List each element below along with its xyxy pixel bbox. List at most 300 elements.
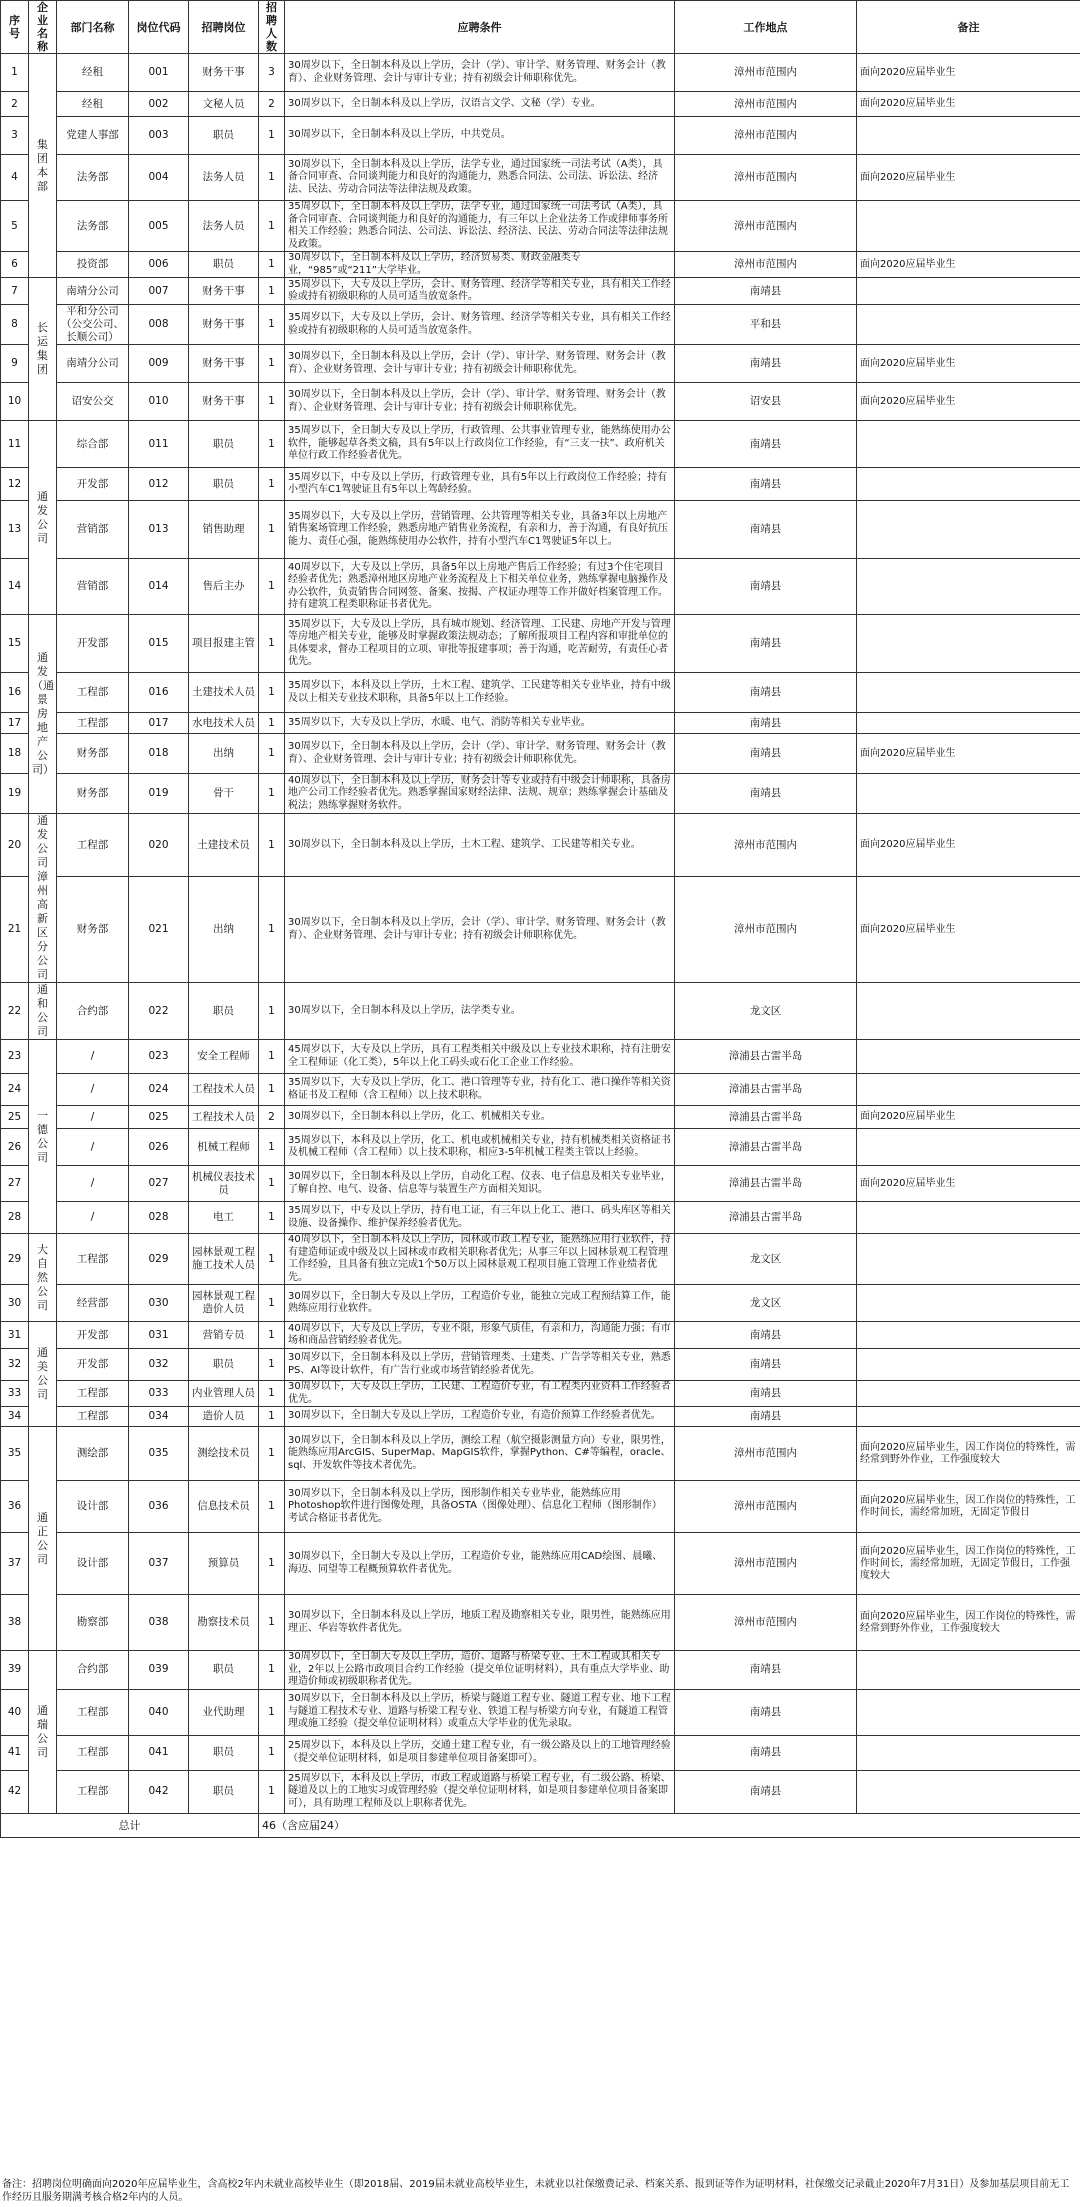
cell-num: 1 <box>259 1166 285 1202</box>
cell-dept: 工程部 <box>57 713 129 734</box>
cell-seq: 38 <box>1 1595 29 1651</box>
cell-seq: 27 <box>1 1166 29 1202</box>
cell-post: 出纳 <box>189 877 259 983</box>
table-row <box>1 1202 1080 1234</box>
cell-post: 职员 <box>189 1770 259 1813</box>
cell-location: 漳浦县古雷半岛 <box>675 1040 857 1074</box>
cell-post: 职员 <box>189 983 259 1040</box>
cell-requirements: 30周岁以下，大专及以上学历，工民建、工程造价专业，有工程类内业资料工作经验者优先。 <box>285 1381 675 1407</box>
cell-post: 预算员 <box>189 1533 259 1595</box>
cell-note <box>857 1651 1080 1690</box>
cell-company: 通瑞公司 <box>29 1651 57 1814</box>
cell-seq: 36 <box>1 1481 29 1533</box>
cell-code: 033 <box>129 1381 189 1407</box>
table-row <box>1 1770 1080 1813</box>
cell-code: 002 <box>129 92 189 117</box>
cell-location: 南靖县 <box>675 278 857 305</box>
cell-dept: 南靖分公司 <box>57 278 129 305</box>
cell-requirements: 45周岁以下，大专及以上学历，具有工程类相关中级及以上专业技术职称，持有注册安全工程师证（化工类），5年以上化工码头或石化工企业工作经验。 <box>285 1040 675 1074</box>
cell-dept: 诏安公交 <box>57 383 129 421</box>
table-row <box>1 278 1080 305</box>
cell-num: 2 <box>259 92 285 117</box>
table-row <box>1 1285 1080 1322</box>
cell-num: 1 <box>259 1349 285 1381</box>
table-row <box>1 615 1080 673</box>
cell-post: 文秘人员 <box>189 92 259 117</box>
cell-dept: 合约部 <box>57 983 129 1040</box>
cell-requirements: 30周岁以下，全日制本科及以上学历，会计（学）、审计学、财务管理、财务会计（教育）、企业财务管理、会计与审计专业；持有初级会计师职称优先。 <box>285 734 675 774</box>
cell-requirements: 35周岁以下，本科及以上学历，化工、机电或机械相关专业，持有机械类相关资格证书及机械工程师（含工程师）以上技术职称，相应3-5年机械工程类主管以上经验。 <box>285 1129 675 1166</box>
header-dept: 部门名称 <box>57 1 129 54</box>
header-post: 招聘岗位 <box>189 1 259 54</box>
cell-code: 029 <box>129 1234 189 1285</box>
cell-dept: 经租 <box>57 54 129 92</box>
cell-dept: 工程部 <box>57 1689 129 1735</box>
cell-code: 005 <box>129 201 189 252</box>
table-row <box>1 713 1080 734</box>
cell-location: 南靖县 <box>675 615 857 673</box>
cell-code: 026 <box>129 1129 189 1166</box>
cell-location: 漳浦县古雷半岛 <box>675 1074 857 1106</box>
cell-num: 1 <box>259 1129 285 1166</box>
cell-seq: 17 <box>1 713 29 734</box>
cell-num: 1 <box>259 305 285 345</box>
cell-note: 面向2020应届毕业生 <box>857 1166 1080 1202</box>
cell-dept: 营销部 <box>57 501 129 559</box>
cell-note: 面向2020应届毕业生，因工作岗位的特殊性，工作时间长，需经常加班，无固定节假日，工作强度较大 <box>857 1533 1080 1595</box>
cell-dept: 党建人事部 <box>57 117 129 155</box>
table-row <box>1 877 1080 983</box>
table-row <box>1 1481 1080 1533</box>
cell-note: 面向2020应届毕业生 <box>857 383 1080 421</box>
cell-requirements: 40周岁以下，全日制本科及以上学历，园林或市政工程专业，能熟练应用行业软件，持有建造师证或中级及以上园林或市政相关职称者优先；从事三年以上园林景观工程管理工作经验，且具备有独立完成1个50万以上园林景观工程项目施工管理工作业绩者优先。 <box>285 1234 675 1285</box>
cell-dept: / <box>57 1040 129 1074</box>
header-company: 企业名称 <box>29 1 57 54</box>
cell-seq: 42 <box>1 1770 29 1813</box>
table-body <box>1 54 1080 1838</box>
cell-requirements: 30周岁以下，全日制本科及以上学历，地质工程及勘察相关专业，限男性，能熟练应用理正、华岩等软件者优先。 <box>285 1595 675 1651</box>
cell-num: 1 <box>259 1735 285 1770</box>
cell-seq: 11 <box>1 421 29 468</box>
cell-note <box>857 983 1080 1040</box>
cell-dept: 工程部 <box>57 673 129 713</box>
cell-seq: 34 <box>1 1407 29 1427</box>
cell-location: 南靖县 <box>675 1770 857 1813</box>
cell-location: 漳州市范围内 <box>675 1481 857 1533</box>
cell-note: 面向2020应届毕业生 <box>857 734 1080 774</box>
cell-dept: / <box>57 1074 129 1106</box>
cell-dept: / <box>57 1202 129 1234</box>
table-row <box>1 1166 1080 1202</box>
cell-seq: 39 <box>1 1651 29 1690</box>
cell-num: 1 <box>259 1202 285 1234</box>
cell-code: 001 <box>129 54 189 92</box>
cell-seq: 8 <box>1 305 29 345</box>
cell-seq: 40 <box>1 1689 29 1735</box>
cell-num: 1 <box>259 1381 285 1407</box>
cell-num: 1 <box>259 1481 285 1533</box>
cell-num: 1 <box>259 1427 285 1481</box>
cell-requirements: 30周岁以下，全日制本科及以上学历，法学专业，通过国家统一司法考试（A类），具备合同审查、合同谈判能力和良好的沟通能力，熟悉合同法、公司法、诉讼法、经济法、民法、劳动合同法等法律法规及政策。 <box>285 155 675 201</box>
cell-seq: 35 <box>1 1427 29 1481</box>
table-row <box>1 1129 1080 1166</box>
header-loc: 工作地点 <box>675 1 857 54</box>
cell-company: 通发公司 <box>29 421 57 615</box>
cell-post: 职员 <box>189 1349 259 1381</box>
cell-code: 037 <box>129 1533 189 1595</box>
cell-dept: 工程部 <box>57 1234 129 1285</box>
cell-dept: 勘察部 <box>57 1595 129 1651</box>
cell-requirements: 35周岁以下，中专及以上学历，持有电工证，有三年以上化工、港口、码头库区等相关设施、设备操作、维护保养经验者优先。 <box>285 1202 675 1234</box>
cell-dept: 财务部 <box>57 774 129 814</box>
cell-seq: 23 <box>1 1040 29 1074</box>
cell-location: 南靖县 <box>675 1689 857 1735</box>
cell-location: 漳浦县古雷半岛 <box>675 1129 857 1166</box>
cell-requirements: 30周岁以下，全日制大专及以上学历，工程造价专业，能熟练应用CAD绘图、晨曦、海迈、同望等工程概预算软件者优先。 <box>285 1533 675 1595</box>
cell-seq: 28 <box>1 1202 29 1234</box>
table-row <box>1 1595 1080 1651</box>
table-row <box>1 1381 1080 1407</box>
cell-location: 龙文区 <box>675 983 857 1040</box>
cell-requirements: 30周岁以下，全日制本科及以上学历，会计（学）、审计学、财务管理、财务会计（教育）、企业财务管理、会计与审计专业；持有初级会计师职称优先。 <box>285 877 675 983</box>
cell-dept: 法务部 <box>57 155 129 201</box>
cell-num: 1 <box>259 1407 285 1427</box>
cell-company: 通和公司 <box>29 983 57 1040</box>
cell-code: 024 <box>129 1074 189 1106</box>
table-row <box>1 501 1080 559</box>
cell-dept: 测绘部 <box>57 1427 129 1481</box>
cell-dept: 营销部 <box>57 559 129 615</box>
cell-dept: 开发部 <box>57 615 129 673</box>
cell-note <box>857 774 1080 814</box>
cell-location: 诏安县 <box>675 383 857 421</box>
cell-num: 2 <box>259 1106 285 1129</box>
cell-code: 036 <box>129 1481 189 1533</box>
cell-seq: 21 <box>1 877 29 983</box>
table-row <box>1 1106 1080 1129</box>
cell-seq: 6 <box>1 252 29 278</box>
cell-post: 工程技术人员 <box>189 1074 259 1106</box>
total-row <box>1 1813 1080 1837</box>
cell-num: 1 <box>259 559 285 615</box>
cell-seq: 30 <box>1 1285 29 1322</box>
cell-num: 1 <box>259 615 285 673</box>
cell-seq: 29 <box>1 1234 29 1285</box>
cell-note <box>857 1381 1080 1407</box>
cell-seq: 37 <box>1 1533 29 1595</box>
cell-seq: 5 <box>1 201 29 252</box>
cell-location: 漳州市范围内 <box>675 155 857 201</box>
cell-note <box>857 1202 1080 1234</box>
cell-post: 信息技术员 <box>189 1481 259 1533</box>
cell-location: 南靖县 <box>675 421 857 468</box>
header-seq: 序号 <box>1 1 29 54</box>
cell-requirements: 30周岁以下，全日制本科及以上学历，汉语言文学、文秘（学）专业。 <box>285 92 675 117</box>
cell-post: 法务人员 <box>189 155 259 201</box>
cell-num: 1 <box>259 1689 285 1735</box>
cell-note <box>857 117 1080 155</box>
cell-code: 013 <box>129 501 189 559</box>
cell-seq: 4 <box>1 155 29 201</box>
cell-code: 023 <box>129 1040 189 1074</box>
cell-dept: 设计部 <box>57 1533 129 1595</box>
cell-note: 面向2020应届毕业生 <box>857 155 1080 201</box>
cell-location: 南靖县 <box>675 1349 857 1381</box>
cell-dept: 经营部 <box>57 1285 129 1322</box>
cell-post: 职员 <box>189 421 259 468</box>
cell-seq: 7 <box>1 278 29 305</box>
cell-note: 面向2020应届毕业生 <box>857 252 1080 278</box>
cell-requirements: 30周岁以下，全日制本科及以上学历，桥梁与隧道工程专业、隧道工程专业、地下工程与隧道工程技术专业、道路与桥梁工程专业、铁道工程与桥梁方向专业，有隧道工程管理或施工经验（提交单位证明材料）或重点大学毕业的优先录取。 <box>285 1689 675 1735</box>
cell-dept: 南靖分公司 <box>57 345 129 383</box>
cell-post: 职员 <box>189 117 259 155</box>
cell-code: 004 <box>129 155 189 201</box>
header-code: 岗位代码 <box>129 1 189 54</box>
table-row <box>1 559 1080 615</box>
cell-location: 南靖县 <box>675 468 857 501</box>
cell-note <box>857 305 1080 345</box>
cell-post: 售后主办 <box>189 559 259 615</box>
cell-post: 财务干事 <box>189 54 259 92</box>
cell-location: 南靖县 <box>675 1407 857 1427</box>
header-num: 招聘人数 <box>259 1 285 54</box>
cell-company: 通发（通景房地产公司） <box>29 615 57 814</box>
cell-note <box>857 1689 1080 1735</box>
cell-post: 职员 <box>189 1735 259 1770</box>
cell-seq: 20 <box>1 814 29 877</box>
header-req: 应聘条件 <box>285 1 675 54</box>
cell-num: 1 <box>259 501 285 559</box>
cell-seq: 31 <box>1 1322 29 1349</box>
cell-dept: 工程部 <box>57 1770 129 1813</box>
cell-post: 职员 <box>189 252 259 278</box>
cell-code: 028 <box>129 1202 189 1234</box>
cell-note <box>857 1040 1080 1074</box>
cell-location: 漳州市范围内 <box>675 877 857 983</box>
cell-num: 1 <box>259 278 285 305</box>
cell-seq: 15 <box>1 615 29 673</box>
cell-num: 1 <box>259 421 285 468</box>
table-row <box>1 54 1080 92</box>
cell-num: 1 <box>259 983 285 1040</box>
cell-seq: 33 <box>1 1381 29 1407</box>
cell-location: 漳州市范围内 <box>675 252 857 278</box>
cell-requirements: 25周岁以下，本科及以上学历，市政工程或道路与桥梁工程专业，有二级公路、桥梁、隧道及以上的工地实习或管理经验（提交单位证明材料，如是项目参建单位项目备案即可），具有助理工程师及以上职称者优先。 <box>285 1770 675 1813</box>
cell-post: 机械工程师 <box>189 1129 259 1166</box>
cell-num: 1 <box>259 1040 285 1074</box>
cell-location: 南靖县 <box>675 1735 857 1770</box>
cell-dept: / <box>57 1166 129 1202</box>
cell-num: 1 <box>259 1533 285 1595</box>
table-row <box>1 1407 1080 1427</box>
cell-dept: / <box>57 1106 129 1129</box>
cell-location: 南靖县 <box>675 1322 857 1349</box>
cell-num: 1 <box>259 468 285 501</box>
cell-code: 006 <box>129 252 189 278</box>
cell-dept: 综合部 <box>57 421 129 468</box>
cell-seq: 16 <box>1 673 29 713</box>
cell-num: 1 <box>259 1322 285 1349</box>
table-row <box>1 1427 1080 1481</box>
cell-requirements: 35周岁以下，全日制大专及以上学历，行政管理、公共事业管理专业，能熟练使用办公软件，能够起草各类文稿，具有5年以上行政岗位工作经验，有“三支一扶”、政府机关单位行政工作经验者优先。 <box>285 421 675 468</box>
table-row <box>1 1349 1080 1381</box>
cell-requirements: 30周岁以下，全日制本科及以上学历，会计（学）、审计学、财务管理、财务会计（教育）、企业财务管理、会计与审计专业；持有初级会计师职称优先。 <box>285 345 675 383</box>
cell-post: 财务干事 <box>189 305 259 345</box>
cell-dept: 开发部 <box>57 1349 129 1381</box>
cell-location: 平和县 <box>675 305 857 345</box>
cell-note <box>857 1735 1080 1770</box>
cell-requirements: 30周岁以下，全日制本科以上学历，化工、机械相关专业。 <box>285 1106 675 1129</box>
cell-num: 1 <box>259 673 285 713</box>
cell-location: 南靖县 <box>675 501 857 559</box>
table-row <box>1 1689 1080 1735</box>
cell-post: 土建技术人员 <box>189 673 259 713</box>
table-row <box>1 345 1080 383</box>
cell-code: 009 <box>129 345 189 383</box>
cell-requirements: 30周岁以下，全日制本科及以上学历，会计（学）、审计学、财务管理、财务会计（教育）、企业财务管理、会计与审计专业；持有初级会计师职称优先。 <box>285 54 675 92</box>
cell-note: 面向2020应届毕业生，因工作岗位的特殊性，工作时间长，需经常加班，无固定节假日 <box>857 1481 1080 1533</box>
cell-company: 集团本部 <box>29 54 57 278</box>
cell-post: 财务干事 <box>189 383 259 421</box>
table-row <box>1 1234 1080 1285</box>
cell-note: 面向2020应届毕业生，因工作岗位的特殊性，需经常到野外作业，工作强度较大 <box>857 1427 1080 1481</box>
cell-dept: 工程部 <box>57 814 129 877</box>
cell-code: 030 <box>129 1285 189 1322</box>
cell-seq: 41 <box>1 1735 29 1770</box>
cell-note <box>857 278 1080 305</box>
table-row <box>1 468 1080 501</box>
cell-num: 1 <box>259 734 285 774</box>
cell-num: 1 <box>259 345 285 383</box>
cell-requirements: 30周岁以下，全日制本科及以上学历，测绘工程（航空摄影测量方向）专业，限男性，能熟练应用ArcGIS、SuperMap、MapGIS软件，掌握Python、C#等编程，oracle、sql、开发软件等技术者优先。 <box>285 1427 675 1481</box>
cell-location: 南靖县 <box>675 734 857 774</box>
cell-location: 漳州市范围内 <box>675 1533 857 1595</box>
cell-seq: 1 <box>1 54 29 92</box>
cell-note <box>857 501 1080 559</box>
cell-num: 1 <box>259 117 285 155</box>
cell-requirements: 35周岁以下，大专及以上学历，具有城市规划、经济管理、工民建、房地产开发与管理等房地产相关专业，能够及时掌握政策法规动态；了解所报项目工程内容和审批单位的具体要求，督办工程项目的立项、审批等报建事项；善于沟通，吃苦耐劳，有责任心者优先。 <box>285 615 675 673</box>
cell-num: 1 <box>259 252 285 278</box>
cell-location: 漳州市范围内 <box>675 92 857 117</box>
cell-requirements: 30周岁以下，全日制本科及以上学历，自动化工程、仪表、电子信息及相关专业毕业，了解自控、电气、设备、信息等与装置生产方面相关知识。 <box>285 1166 675 1202</box>
cell-num: 1 <box>259 1234 285 1285</box>
cell-note <box>857 559 1080 615</box>
cell-num: 1 <box>259 877 285 983</box>
cell-note <box>857 713 1080 734</box>
cell-post: 职员 <box>189 1651 259 1690</box>
cell-note: 面向2020应届毕业生 <box>857 345 1080 383</box>
total-value: 46（含应届24） <box>259 1813 1080 1837</box>
table-row <box>1 1040 1080 1074</box>
cell-code: 022 <box>129 983 189 1040</box>
cell-code: 032 <box>129 1349 189 1381</box>
table-row <box>1 1735 1080 1770</box>
cell-num: 1 <box>259 155 285 201</box>
cell-code: 010 <box>129 383 189 421</box>
cell-dept: 经租 <box>57 92 129 117</box>
cell-dept: 法务部 <box>57 201 129 252</box>
cell-dept: 工程部 <box>57 1735 129 1770</box>
cell-dept: 工程部 <box>57 1381 129 1407</box>
cell-dept: 平和分公司（公交公司、长顺公司） <box>57 305 129 345</box>
cell-requirements: 35周岁以下，全日制本科及以上学历，法学专业，通过国家统一司法考试（A类），具备合同审查、合同谈判能力和良好的沟通能力，有三年以上企业法务工作或律师事务所相关工作经验；熟悉合同法、公司法、诉讼法、经济法、民法、劳动合同法等法律法规及政策。 <box>285 201 675 252</box>
cell-requirements: 30周岁以下，全日制大专及以上学历，工程造价专业，有造价预算工作经验者优先。 <box>285 1407 675 1427</box>
cell-num: 1 <box>259 1770 285 1813</box>
cell-requirements: 30周岁以下，全日制本科及以上学历，法学类专业。 <box>285 983 675 1040</box>
cell-dept: 财务部 <box>57 877 129 983</box>
cell-requirements: 30周岁以下，全日制本科及以上学历，经济贸易类、财政金融类专业，“985”或“211”大学毕业。 <box>285 252 675 278</box>
cell-note <box>857 1234 1080 1285</box>
cell-location: 漳州市范围内 <box>675 1595 857 1651</box>
cell-dept: / <box>57 1129 129 1166</box>
cell-note <box>857 1285 1080 1322</box>
cell-num: 1 <box>259 1651 285 1690</box>
cell-location: 龙文区 <box>675 1234 857 1285</box>
cell-post: 园林景观工程施工技术人员 <box>189 1234 259 1285</box>
table-row <box>1 383 1080 421</box>
cell-post: 园林景观工程造价人员 <box>189 1285 259 1322</box>
cell-company: 大自然公司 <box>29 1234 57 1322</box>
cell-post: 业代助理 <box>189 1689 259 1735</box>
cell-note <box>857 201 1080 252</box>
cell-seq: 22 <box>1 983 29 1040</box>
cell-location: 南靖县 <box>675 774 857 814</box>
cell-seq: 32 <box>1 1349 29 1381</box>
cell-code: 017 <box>129 713 189 734</box>
cell-post: 内业管理人员 <box>189 1381 259 1407</box>
cell-num: 1 <box>259 1074 285 1106</box>
cell-note <box>857 1349 1080 1381</box>
cell-seq: 10 <box>1 383 29 421</box>
table-row <box>1 1533 1080 1595</box>
cell-note <box>857 468 1080 501</box>
cell-note: 面向2020应届毕业生 <box>857 54 1080 92</box>
cell-company: 通正公司 <box>29 1427 57 1651</box>
table-row <box>1 814 1080 877</box>
table-row <box>1 155 1080 201</box>
cell-code: 015 <box>129 615 189 673</box>
cell-location: 漳浦县古雷半岛 <box>675 1106 857 1129</box>
cell-dept: 投资部 <box>57 252 129 278</box>
cell-requirements: 40周岁以下，大专及以上学历，专业不限，形象气质佳，有亲和力，沟通能力强；有市场和商品营销经验者优先。 <box>285 1322 675 1349</box>
cell-note <box>857 1129 1080 1166</box>
cell-code: 020 <box>129 814 189 877</box>
cell-requirements: 30周岁以下，全日制大专及以上学历，工程造价专业，能独立完成工程预结算工作，能熟练应用行业软件。 <box>285 1285 675 1322</box>
cell-company: 通美公司 <box>29 1322 57 1427</box>
cell-location: 南靖县 <box>675 1651 857 1690</box>
cell-post: 工程技术人员 <box>189 1106 259 1129</box>
table-row <box>1 1651 1080 1690</box>
cell-seq: 2 <box>1 92 29 117</box>
cell-requirements: 35周岁以下，本科及以上学历，土木工程、建筑学、工民建等相关专业毕业，持有中级及以上相关专业技术职称，具备5年以上工作经验。 <box>285 673 675 713</box>
cell-post: 营销专员 <box>189 1322 259 1349</box>
cell-note <box>857 615 1080 673</box>
cell-post: 机械仪表技术员 <box>189 1166 259 1202</box>
cell-post: 造价人员 <box>189 1407 259 1427</box>
cell-note: 面向2020应届毕业生，因工作岗位的特殊性，需经常到野外作业，工作强度较大 <box>857 1595 1080 1651</box>
cell-note: 面向2020应届毕业生 <box>857 92 1080 117</box>
cell-post: 安全工程师 <box>189 1040 259 1074</box>
cell-post: 水电技术人员 <box>189 713 259 734</box>
cell-dept: 财务部 <box>57 734 129 774</box>
cell-company: 一德公司 <box>29 1040 57 1234</box>
cell-code: 007 <box>129 278 189 305</box>
cell-code: 018 <box>129 734 189 774</box>
cell-post: 职员 <box>189 468 259 501</box>
cell-location: 漳州市范围内 <box>675 117 857 155</box>
cell-company: 长运集团 <box>29 278 57 421</box>
table-row <box>1 305 1080 345</box>
